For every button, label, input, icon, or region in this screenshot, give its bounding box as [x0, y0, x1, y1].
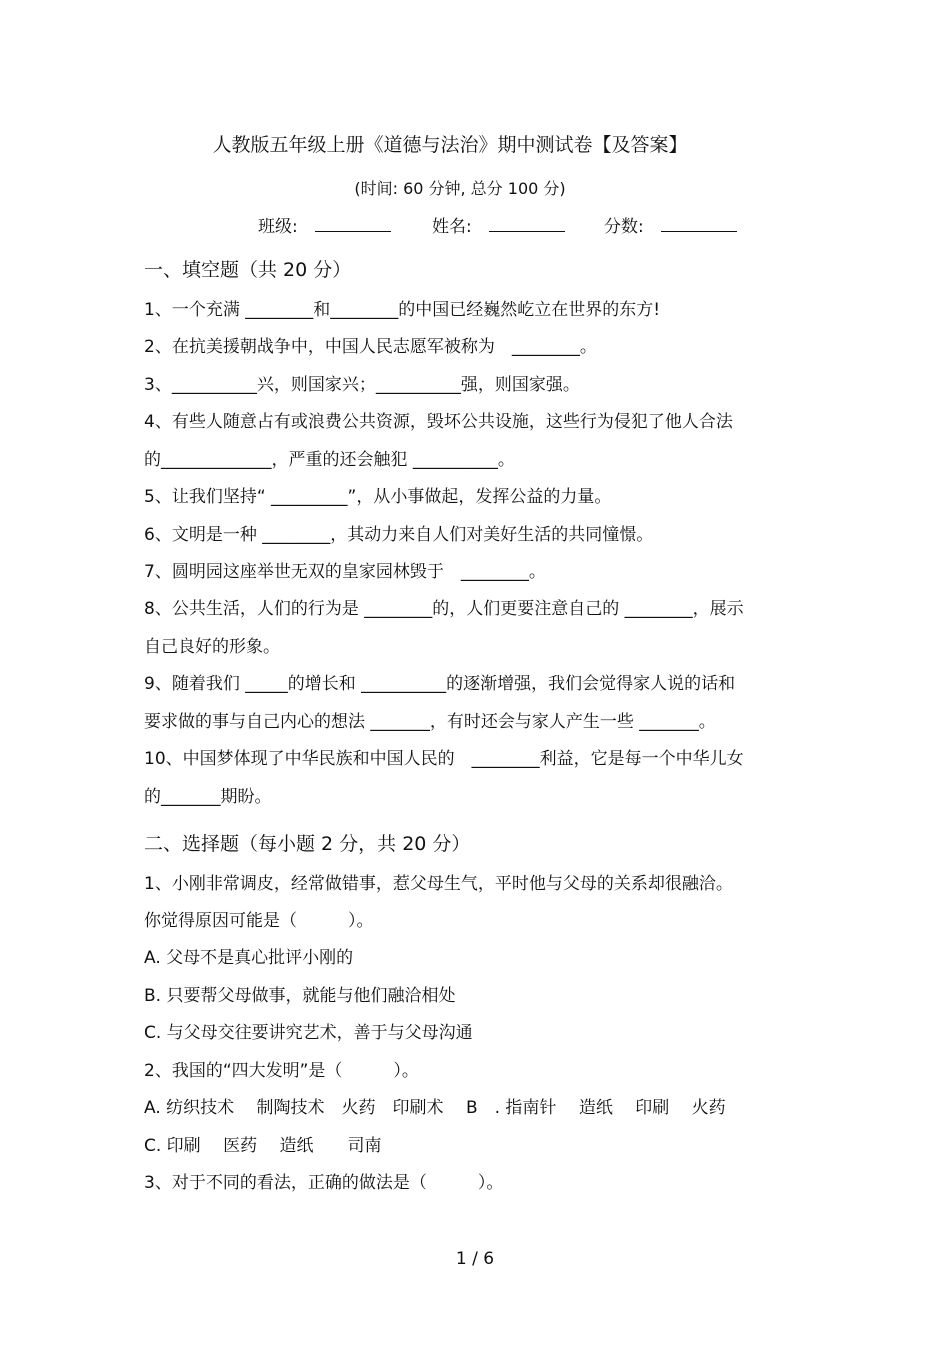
fill-in-question-8: 8、公共生活，人们的行为是 ________的，人们更要注意自己的 ________，展示 — [144, 599, 744, 619]
fill-in-question-4-continued: 的_____________，严重的还会触犯 __________。 — [144, 450, 515, 470]
score-field — [604, 212, 737, 237]
class-blank[interactable] — [315, 215, 391, 232]
fill-in-question-7: 7、圆明园这座举世无双的皇家园林毁于 ________。 — [144, 562, 546, 582]
choice-question-1: 1、小刚非常调皮，经常做错事，惹父母生气，平时他与父母的关系却很融洽。 — [144, 874, 733, 894]
name-field — [432, 212, 565, 237]
choice-question-1-option-c: C. 与父母交往要讲究艺术，善于与父母沟通 — [144, 1023, 473, 1043]
fill-in-question-2: 2、在抗美援朝战争中，中国人民志愿军被称为 ________。 — [144, 337, 597, 357]
choice-question-2-option-c: C. 印刷 医药 造纸 司南 — [144, 1136, 382, 1156]
exam-duration-and-total: (时间: 60 分钟, 总分 100 分) — [354, 179, 566, 198]
fill-in-question-8-continued: 自己良好的形象。 — [144, 637, 280, 657]
fill-in-question-10: 10、中国梦体现了中华民族和中国人民的 ________利益，它是每一个中华儿女 — [144, 749, 744, 769]
section-fill-in-heading: 一、填空题（共 20 分） — [144, 259, 352, 281]
name-label: 姓名: — [432, 217, 472, 237]
fill-in-question-9-continued: 要求做的事与自己内心的想法 _______，有时还会与家人产生一些 _______。 — [144, 712, 716, 732]
class-label: 班级: — [258, 217, 298, 237]
fill-in-question-9: 9、随着我们 _____的增长和 __________的逐渐增强，我们会觉得家人说的话和 — [144, 674, 736, 694]
page-indicator: 1 / 6 — [455, 1249, 495, 1269]
choice-question-2: 2、我国的“四大发明”是（ ）。 — [144, 1061, 419, 1081]
fill-in-question-6: 6、文明是一种 ________，其动力来自人们对美好生活的共同憧憬。 — [144, 525, 654, 545]
page-title: 人教版五年级上册《道德与法治》期中测试卷【及答案】 — [212, 134, 688, 156]
fill-in-question-4: 4、有些人随意占有或浪费公共资源，毁坏公共设施，这些行为侵犯了他人合法 — [144, 412, 733, 432]
choice-question-1-option-b: B. 只要帮父母做事，就能与他们融洽相处 — [144, 986, 456, 1006]
fill-in-question-10-continued: 的_______期盼。 — [144, 787, 272, 807]
fill-in-question-3: 3、__________兴，则国家兴；__________强，则国家强。 — [144, 375, 580, 395]
score-blank[interactable] — [661, 215, 737, 232]
score-label: 分数: — [604, 217, 644, 237]
section-choice-heading: 二、选择题（每小题 2 分，共 20 分） — [144, 833, 471, 855]
choice-question-3: 3、对于不同的看法，正确的做法是（ ）。 — [144, 1173, 504, 1193]
fill-in-question-5: 5、让我们坚持“ _________”，从小事做起，发挥公益的力量。 — [144, 487, 612, 507]
name-blank[interactable] — [489, 215, 565, 232]
choice-question-2-options-a-b: A. 纺织技术 制陶技术 火药 印刷术 B . 指南针 造纸 印刷 火药 — [144, 1098, 726, 1118]
class-field — [258, 212, 391, 237]
choice-question-1-option-a: A. 父母不是真心批评小刚的 — [144, 948, 354, 968]
choice-question-1-continued: 你觉得原因可能是（ ）。 — [144, 911, 374, 931]
fill-in-question-1: 1、一个充满 ________和________的中国已经巍然屹立在世界的东方! — [144, 300, 661, 320]
